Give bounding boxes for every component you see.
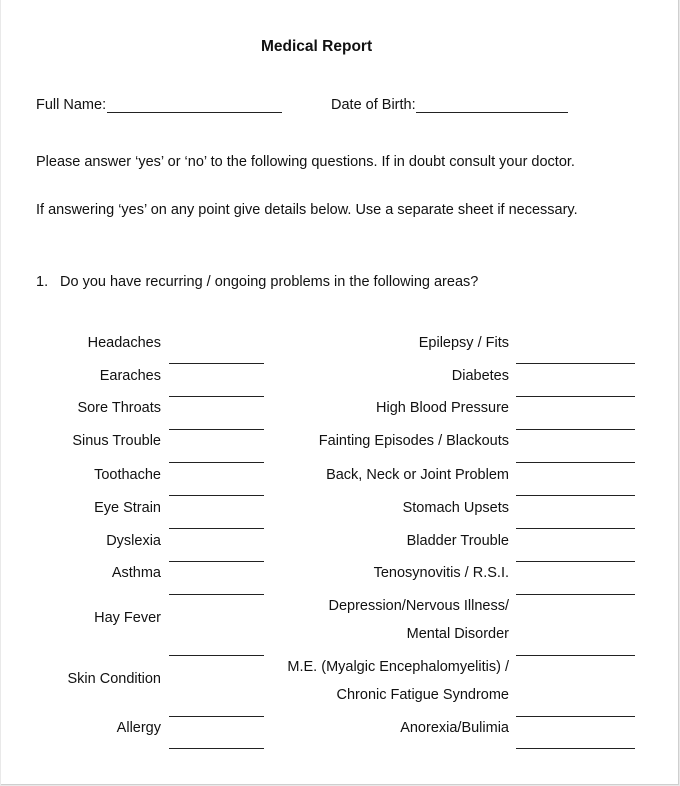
condition-answer-field[interactable] — [516, 528, 635, 529]
condition-answer-field[interactable] — [169, 561, 264, 562]
condition-answer-field[interactable] — [516, 655, 635, 656]
dob-label: Date of Birth: — [331, 97, 416, 113]
condition-label: Bladder Trouble — [406, 533, 509, 549]
condition-label: Earaches — [99, 368, 161, 384]
condition-label: Eye Strain — [94, 500, 161, 516]
condition-answer-field[interactable] — [169, 429, 264, 430]
condition-label-line2: Chronic Fatigue Syndrome — [336, 687, 509, 703]
page-title: Medical Report — [261, 38, 373, 55]
condition-answer-field[interactable] — [516, 561, 635, 562]
condition-label: Headaches — [87, 335, 161, 351]
instruction-2: If answering ‘yes’ on any point give details below. Use a separate sheet if necessary. — [36, 202, 578, 218]
condition-label: Fainting Episodes / Blackouts — [318, 433, 509, 449]
question-text: Do you have recurring / ongoing problems in the following areas? — [60, 274, 479, 290]
condition-answer-field[interactable] — [516, 429, 635, 430]
condition-label: Sinus Trouble — [72, 433, 161, 449]
condition-label-line2: Mental Disorder — [406, 626, 509, 642]
condition-label: Toothache — [94, 467, 161, 483]
condition-answer-field[interactable] — [516, 495, 635, 496]
condition-answer-field[interactable] — [169, 528, 264, 529]
condition-answer-field[interactable] — [169, 363, 264, 364]
condition-answer-field[interactable] — [516, 716, 635, 717]
condition-label: Epilepsy / Fits — [418, 335, 509, 351]
condition-answer-field[interactable] — [169, 594, 264, 595]
condition-answer-field[interactable] — [169, 396, 264, 397]
instruction-1: Please answer ‘yes’ or ‘no’ to the following questions. If in doubt consult your doctor. — [36, 154, 575, 170]
condition-answer-field[interactable] — [516, 363, 635, 364]
condition-answer-field[interactable] — [169, 462, 264, 463]
condition-answer-field[interactable] — [516, 594, 635, 595]
condition-label: Allergy — [116, 720, 161, 736]
condition-answer-field[interactable] — [169, 655, 264, 656]
condition-answer-field[interactable] — [516, 462, 635, 463]
condition-label: Stomach Upsets — [402, 500, 509, 516]
condition-label: Anorexia/Bulimia — [400, 720, 509, 736]
condition-label: Depression/Nervous Illness/ — [328, 598, 509, 614]
condition-answer-field[interactable] — [516, 748, 635, 749]
condition-label: Asthma — [111, 565, 161, 581]
full-name-field[interactable] — [107, 112, 282, 113]
full-name-label: Full Name: — [36, 97, 107, 113]
dob-field[interactable] — [416, 112, 568, 113]
condition-label: M.E. (Myalgic Encephalomyelitis) / — [287, 659, 509, 675]
condition-label: Diabetes — [451, 368, 509, 384]
condition-label: High Blood Pressure — [376, 400, 509, 416]
medical-report-page — [1, 0, 679, 785]
condition-label: Back, Neck or Joint Problem — [326, 467, 509, 483]
condition-answer-field[interactable] — [169, 495, 264, 496]
question-number: 1. — [36, 274, 49, 290]
condition-label: Sore Throats — [77, 400, 161, 416]
condition-label: Dyslexia — [106, 533, 161, 549]
condition-answer-field[interactable] — [516, 396, 635, 397]
condition-label: Skin Condition — [67, 671, 161, 687]
condition-answer-field[interactable] — [169, 748, 264, 749]
condition-label: Hay Fever — [94, 610, 161, 626]
condition-answer-field[interactable] — [169, 716, 264, 717]
condition-label: Tenosynovitis / R.S.I. — [373, 565, 509, 581]
